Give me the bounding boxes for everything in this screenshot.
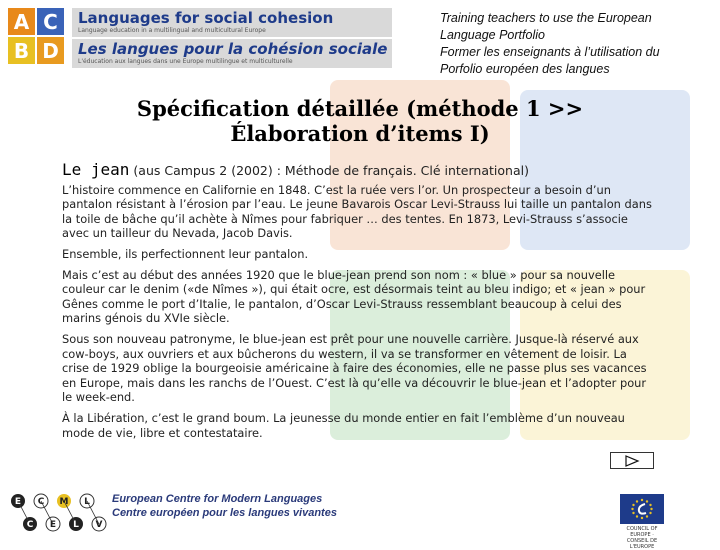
- paragraph: À la Libération, c’est le grand boum. La jeunesse du monde entier en fait l’emblème d’un nouveau mode de vie, libre et contestataire.: [62, 410, 625, 440]
- footer: [0, 482, 720, 550]
- slide-title-line: Élaboration d’items I): [230, 121, 490, 146]
- logo-subtitle-english: Language education in a multilingual and multicultural Europe: [78, 27, 266, 34]
- ecml-letter: C: [37, 497, 45, 507]
- text-title: Le jean: [62, 160, 130, 179]
- paragraph: Mais c’est au début des années 1920 que le blue-jean prend son nom : « blue » pour sa nouvelle couleur car le denim («de Nîmes »), qui était ocre, est désormais teint au bleu indigo; et « jean » pour Gênes comme le port d’Italie, le pantalon, d’Oscar Levi-Strauss ressemblant beaucoup à celui des marins génois du XVIe siècle.: [62, 267, 646, 326]
- ecml-logo: [8, 488, 108, 536]
- logo-letter-a: A: [8, 8, 35, 35]
- text-source: (aus Campus 2 (2002) : Méthode de français. Clé international): [129, 163, 529, 178]
- course-title: [440, 10, 716, 78]
- logo-letter-d: D: [37, 37, 64, 64]
- paragraph: L’histoire commence en Californie en 1848. C’est la ruée vers l’or. Un prospecteur a besoin d’un pantalon résistant à l’érosion par l’eau. Le jeune Bavarois Oscar Levi-Strauss lui taille un pantalon dans la toile de bâche qu’il achète à Nîmes pour fabriquer … des tentes. En 1873, Levi-Strauss s’associe avec un tailleur du Nevada, Jacob Davis.: [62, 182, 652, 241]
- acbd-letter-grid: [8, 8, 64, 70]
- logo-letter-c: C: [37, 8, 64, 35]
- slide-title: [80, 96, 640, 146]
- ecml-name-english: European Centre for Modern Languages: [112, 493, 323, 505]
- logo-band-french: [72, 39, 392, 68]
- slide-title-line: Spécification détaillée (méthode 1 >>: [136, 96, 584, 121]
- paragraph: Ensemble, ils perfectionnent leur pantalon.: [62, 246, 309, 261]
- logo-letter-b: B: [8, 37, 35, 64]
- logo-band-english: [72, 8, 392, 37]
- course-title-line: Former les enseignants à l’utilisation du: [440, 45, 660, 59]
- play-triangle-icon: [624, 455, 640, 467]
- ecml-name: [112, 492, 337, 520]
- course-title-line: Language Portfolio: [440, 28, 545, 42]
- logo-subtitle-french: L'éducation aux langues dans une Europe multilingue et multiculturelle: [78, 58, 293, 65]
- council-of-europe-caption: COUNCIL OF EUROPE · CONSEIL DE L'EUROPE: [626, 526, 658, 550]
- ecml-letter: C: [26, 520, 34, 530]
- ecml-letter: M: [59, 497, 69, 507]
- ecml-letter: E: [49, 520, 57, 530]
- acbd-logo: [8, 8, 392, 70]
- ecml-letter: L: [84, 497, 90, 507]
- logo-text: [72, 8, 392, 70]
- council-of-europe-icon: [627, 497, 657, 521]
- ecml-letter: V: [95, 520, 103, 530]
- next-slide-button[interactable]: [610, 452, 654, 469]
- ecml-name-french: Centre européen pour les langues vivantes: [112, 507, 337, 519]
- council-of-europe-logo: [620, 494, 664, 524]
- text-source-heading: [62, 160, 652, 179]
- logo-title-french: Les langues pour la cohésion sociale: [78, 40, 388, 58]
- course-title-line: Porfolio européen des langues: [440, 62, 610, 76]
- slide-content: [62, 160, 652, 446]
- course-title-line: Training teachers to use the European: [440, 11, 652, 25]
- ecml-letter: L: [73, 520, 79, 530]
- ecml-letter: E: [14, 497, 22, 507]
- logo-title-english: Languages for social cohesion: [78, 9, 334, 27]
- paragraph: Sous son nouveau patronyme, le blue-jean est prêt pour une nouvelle carrière. Jusque-là réservé aux cow-boys, aux ouvriers et aux bûcherons du western, il va se transformer en vêtement de loisir. La crise de 1929 oblige la bourgeoisie américaine à faire des économies, elle ne passe plus ses vacances en Europe, mais dans les ranchs de l’Ouest. C’est là qu’elle va découvrir le blue-jean et l’adopter pour le week-end.: [62, 331, 647, 405]
